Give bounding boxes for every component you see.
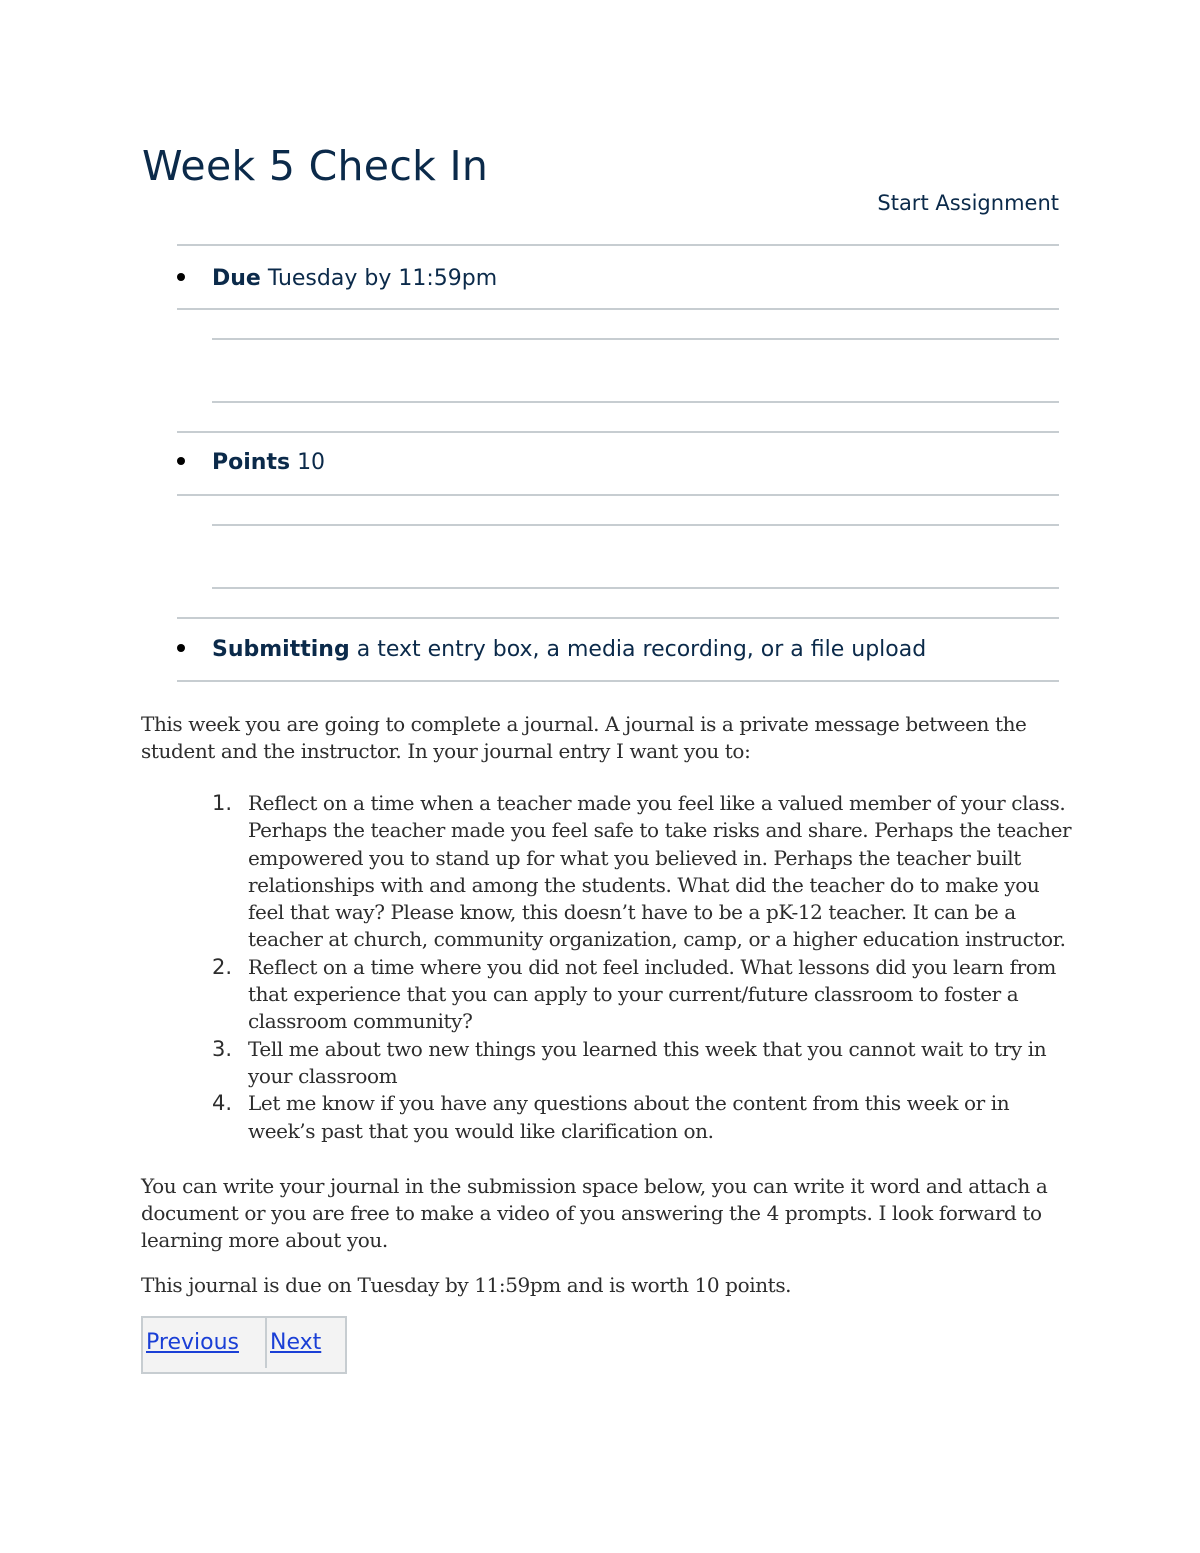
prompt-text: Reflect on a time when a teacher made you feel like a valued member of your class. Perhaps the teacher made you feel safe to take risks and share. Perhaps the teacher empowered you to stand up for what you believed in. Perhaps the teacher built relationships with and among the students. What did the teacher do to make you feel that way? Please know, this doesn’t have to be a pK-12 teacher. It can be a teacher at church, community organization, camp, or a higher education instructor. — [248, 791, 1072, 952]
page-title: Week 5 Check In — [142, 142, 489, 190]
previous-button[interactable]: Previous — [143, 1318, 267, 1368]
divider — [177, 680, 1059, 682]
start-assignment-button[interactable]: Start Assignment — [877, 191, 1059, 215]
divider — [177, 617, 1059, 619]
detail-submitting — [177, 635, 926, 665]
divider — [212, 524, 1059, 526]
list-item — [212, 954, 1072, 1036]
divider — [212, 338, 1059, 340]
prompt-list — [212, 790, 1072, 1145]
bullet-icon — [177, 264, 212, 294]
bullet-icon — [177, 635, 212, 665]
list-number: 3. — [212, 1036, 233, 1061]
detail-due — [177, 264, 497, 294]
prompt-text: Let me know if you have any questions about the content from this week or in week’s past that you would like clarification on. — [248, 1091, 1010, 1143]
next-button[interactable]: Next — [267, 1318, 345, 1368]
list-item — [212, 790, 1072, 954]
due-label: Due — [212, 266, 261, 291]
divider — [177, 494, 1059, 496]
submitting-value: a text entry box, a media recording, or a file upload — [356, 637, 927, 662]
closing-paragraph: You can write your journal in the submission space below, you can write it word and attach a document or you are free to make a video of you answering the 4 prompts. I look forward to learning more about you. — [141, 1174, 1048, 1252]
due-note: This journal is due on Tuesday by 11:59pm and is worth 10 points. — [141, 1273, 792, 1297]
list-number: 1. — [212, 791, 233, 815]
divider — [177, 308, 1059, 310]
list-number: 2. — [212, 954, 233, 979]
list-number: 4. — [212, 1091, 233, 1116]
intro-paragraph: This week you are going to complete a journal. A journal is a private message between the student and the instructor. In your journal entry I want you to: — [141, 712, 1027, 763]
divider — [212, 401, 1059, 403]
pagination — [141, 1316, 347, 1374]
bullet-icon — [177, 448, 212, 478]
points-value: 10 — [297, 450, 326, 475]
points-label: Points — [212, 450, 291, 475]
list-item — [212, 1036, 1072, 1091]
divider — [212, 587, 1059, 589]
detail-points — [177, 448, 325, 478]
submitting-label: Submitting — [212, 637, 350, 662]
prompt-text: Tell me about two new things you learned this week that you cannot wait to try in your classroom — [248, 1036, 1047, 1088]
prompt-text: Reflect on a time where you did not feel included. What lessons did you learn from that experience that you can apply to your current/future classroom to foster a classroom community? — [248, 954, 1056, 1034]
divider — [177, 244, 1059, 246]
divider — [177, 431, 1059, 433]
due-value: Tuesday by 11:59pm — [267, 266, 498, 291]
list-item — [212, 1090, 1072, 1145]
